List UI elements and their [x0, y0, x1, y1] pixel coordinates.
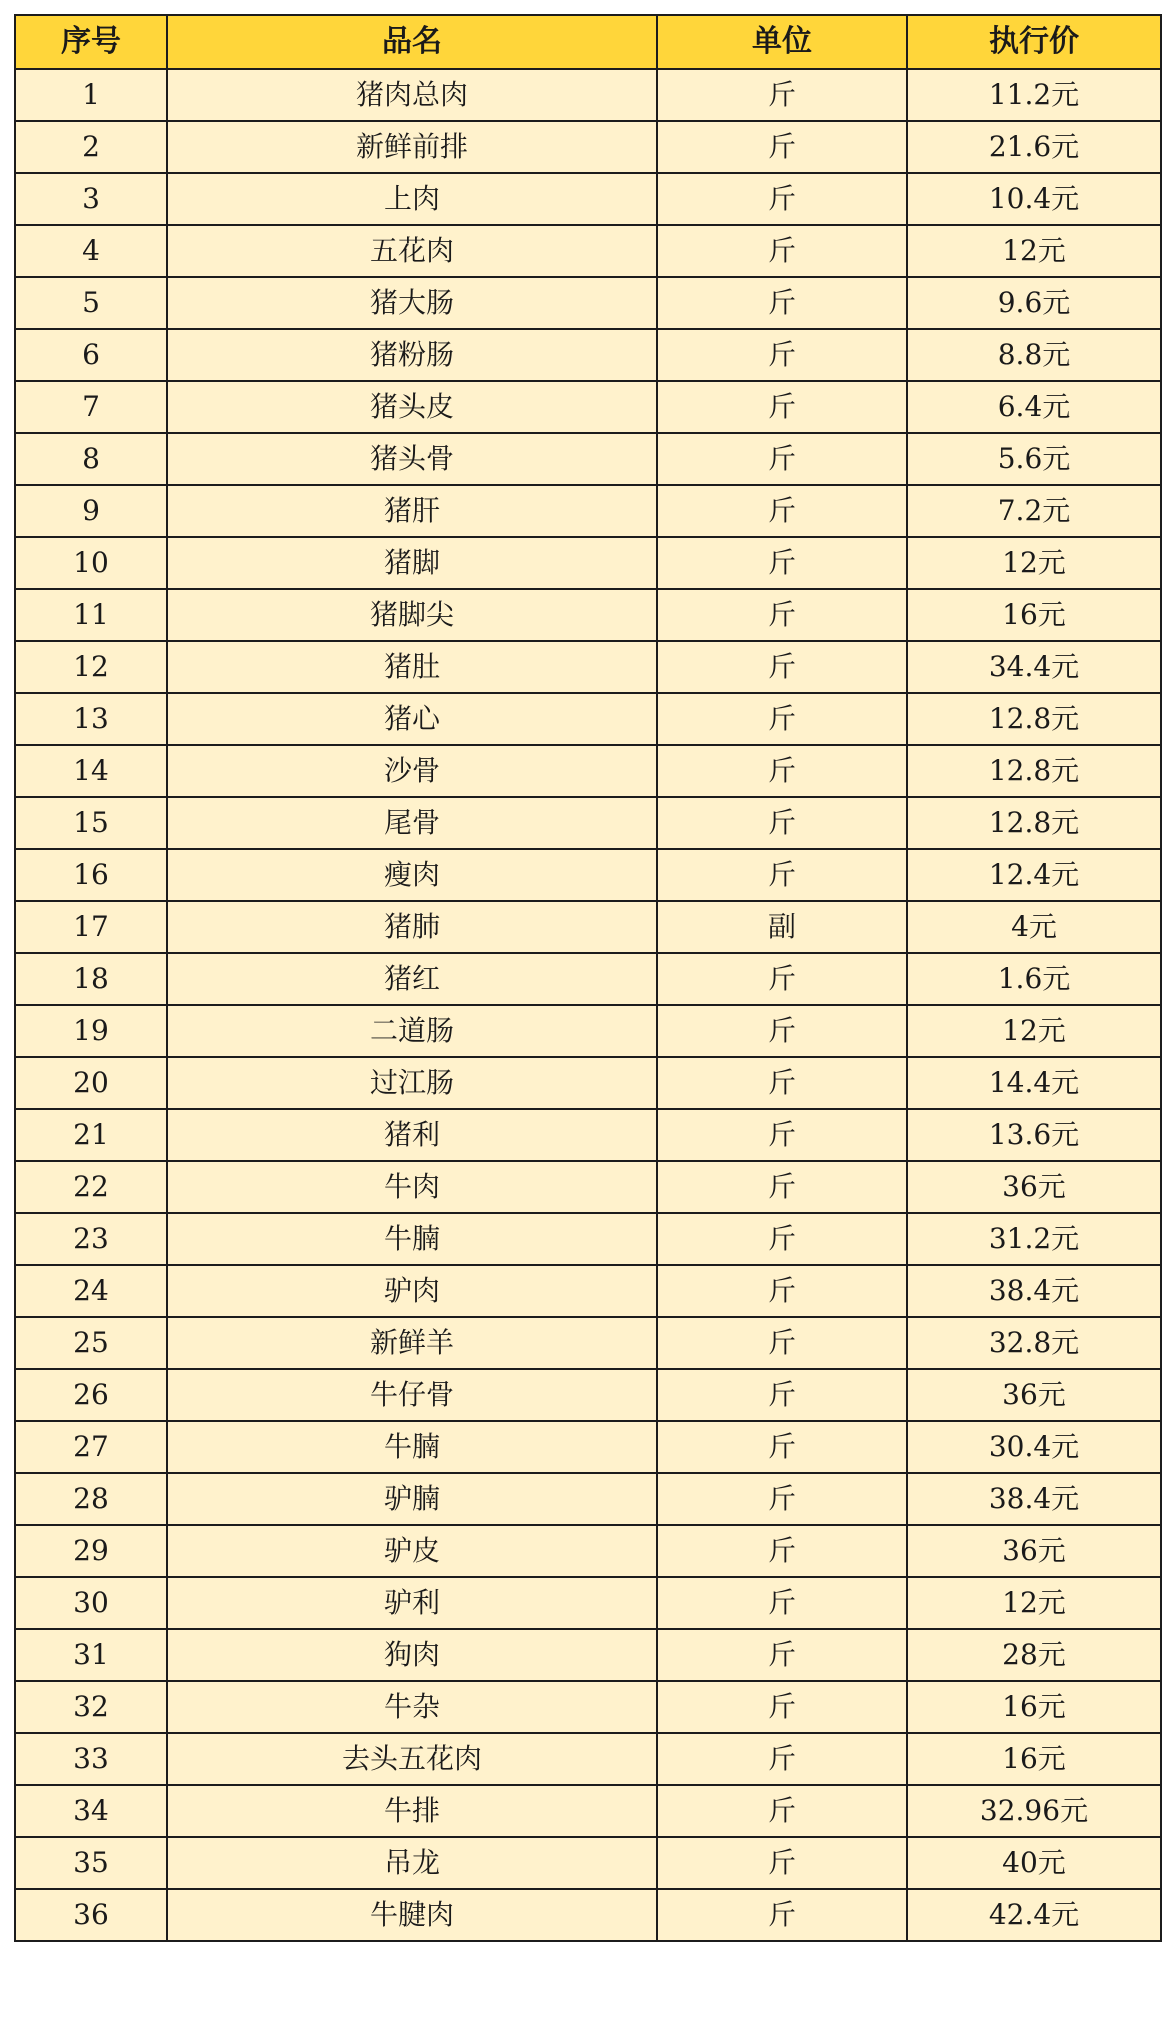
header-unit: 单位: [657, 15, 907, 69]
cell-serial-number: 30: [15, 1577, 167, 1629]
cell-product-name: 狗肉: [167, 1629, 657, 1681]
cell-unit: 斤: [657, 849, 907, 901]
cell-unit: 斤: [657, 797, 907, 849]
table-row: [15, 589, 1161, 641]
cell-price: 12.4元: [907, 849, 1161, 901]
cell-serial-number: 3: [15, 173, 167, 225]
cell-unit: 斤: [657, 1161, 907, 1213]
table-row: [15, 121, 1161, 173]
cell-unit: 斤: [657, 641, 907, 693]
cell-serial-number: 15: [15, 797, 167, 849]
cell-price: 8.8元: [907, 329, 1161, 381]
cell-product-name: 猪大肠: [167, 277, 657, 329]
cell-unit: 斤: [657, 1369, 907, 1421]
cell-serial-number: 32: [15, 1681, 167, 1733]
table-row: [15, 1785, 1161, 1837]
cell-serial-number: 31: [15, 1629, 167, 1681]
cell-price: 40元: [907, 1837, 1161, 1889]
cell-product-name: 新鲜羊: [167, 1317, 657, 1369]
cell-serial-number: 18: [15, 953, 167, 1005]
table-row: [15, 1421, 1161, 1473]
cell-product-name: 去头五花肉: [167, 1733, 657, 1785]
table-row: [15, 1733, 1161, 1785]
cell-unit: 斤: [657, 1213, 907, 1265]
cell-product-name: 牛腱肉: [167, 1889, 657, 1941]
cell-serial-number: 2: [15, 121, 167, 173]
header-product-name: 品名: [167, 15, 657, 69]
table-row: [15, 953, 1161, 1005]
cell-product-name: 猪肺: [167, 901, 657, 953]
cell-serial-number: 16: [15, 849, 167, 901]
cell-product-name: 猪肚: [167, 641, 657, 693]
cell-product-name: 猪心: [167, 693, 657, 745]
cell-unit: 斤: [657, 225, 907, 277]
cell-unit: 斤: [657, 589, 907, 641]
table-row: [15, 1161, 1161, 1213]
table-row: [15, 1317, 1161, 1369]
cell-price: 31.2元: [907, 1213, 1161, 1265]
cell-unit: 斤: [657, 1317, 907, 1369]
header-price: 执行价: [907, 15, 1161, 69]
cell-price: 12.8元: [907, 797, 1161, 849]
cell-unit: 斤: [657, 277, 907, 329]
table-row: [15, 693, 1161, 745]
cell-serial-number: 12: [15, 641, 167, 693]
cell-unit: 斤: [657, 1473, 907, 1525]
table-row: [15, 537, 1161, 589]
cell-price: 42.4元: [907, 1889, 1161, 1941]
cell-price: 36元: [907, 1369, 1161, 1421]
cell-price: 21.6元: [907, 121, 1161, 173]
cell-product-name: 猪脚: [167, 537, 657, 589]
cell-unit: 斤: [657, 1005, 907, 1057]
cell-serial-number: 7: [15, 381, 167, 433]
cell-product-name: 牛杂: [167, 1681, 657, 1733]
cell-unit: 斤: [657, 121, 907, 173]
cell-serial-number: 14: [15, 745, 167, 797]
cell-product-name: 猪粉肠: [167, 329, 657, 381]
cell-price: 4元: [907, 901, 1161, 953]
cell-unit: 斤: [657, 1421, 907, 1473]
price-table-header: [15, 15, 1161, 69]
cell-serial-number: 24: [15, 1265, 167, 1317]
table-row: [15, 1369, 1161, 1421]
cell-serial-number: 27: [15, 1421, 167, 1473]
cell-serial-number: 28: [15, 1473, 167, 1525]
table-row: [15, 1213, 1161, 1265]
cell-serial-number: 21: [15, 1109, 167, 1161]
cell-serial-number: 25: [15, 1317, 167, 1369]
cell-product-name: 猪脚尖: [167, 589, 657, 641]
table-row: [15, 849, 1161, 901]
cell-serial-number: 8: [15, 433, 167, 485]
header-serial-number: 序号: [15, 15, 167, 69]
cell-price: 1.6元: [907, 953, 1161, 1005]
cell-product-name: 牛排: [167, 1785, 657, 1837]
price-table: [14, 14, 1162, 1942]
cell-product-name: 过江肠: [167, 1057, 657, 1109]
cell-unit: 斤: [657, 693, 907, 745]
cell-product-name: 沙骨: [167, 745, 657, 797]
table-row: [15, 433, 1161, 485]
cell-serial-number: 17: [15, 901, 167, 953]
cell-product-name: 猪利: [167, 1109, 657, 1161]
table-row: [15, 1681, 1161, 1733]
cell-product-name: 牛腩: [167, 1421, 657, 1473]
cell-unit: 斤: [657, 537, 907, 589]
cell-unit: 斤: [657, 1109, 907, 1161]
cell-serial-number: 1: [15, 69, 167, 121]
table-row: [15, 485, 1161, 537]
table-row: [15, 901, 1161, 953]
table-row: [15, 1057, 1161, 1109]
cell-serial-number: 26: [15, 1369, 167, 1421]
cell-serial-number: 36: [15, 1889, 167, 1941]
cell-price: 12元: [907, 225, 1161, 277]
cell-price: 10.4元: [907, 173, 1161, 225]
cell-product-name: 猪肝: [167, 485, 657, 537]
cell-unit: 斤: [657, 1629, 907, 1681]
cell-price: 32.8元: [907, 1317, 1161, 1369]
cell-serial-number: 19: [15, 1005, 167, 1057]
cell-product-name: 尾骨: [167, 797, 657, 849]
cell-unit: 斤: [657, 953, 907, 1005]
cell-price: 38.4元: [907, 1473, 1161, 1525]
cell-serial-number: 6: [15, 329, 167, 381]
cell-unit: 斤: [657, 1733, 907, 1785]
cell-unit: 斤: [657, 485, 907, 537]
cell-price: 14.4元: [907, 1057, 1161, 1109]
cell-price: 16元: [907, 1681, 1161, 1733]
table-row: [15, 1889, 1161, 1941]
cell-price: 36元: [907, 1161, 1161, 1213]
cell-product-name: 驴利: [167, 1577, 657, 1629]
cell-price: 28元: [907, 1629, 1161, 1681]
header-row: [15, 15, 1161, 69]
cell-serial-number: 11: [15, 589, 167, 641]
cell-serial-number: 20: [15, 1057, 167, 1109]
table-row: [15, 641, 1161, 693]
cell-unit: 斤: [657, 381, 907, 433]
cell-product-name: 驴腩: [167, 1473, 657, 1525]
table-row: [15, 173, 1161, 225]
table-row: [15, 1577, 1161, 1629]
cell-price: 34.4元: [907, 641, 1161, 693]
cell-unit: 斤: [657, 1889, 907, 1941]
table-row: [15, 69, 1161, 121]
cell-serial-number: 10: [15, 537, 167, 589]
cell-unit: 斤: [657, 433, 907, 485]
cell-price: 9.6元: [907, 277, 1161, 329]
cell-price: 30.4元: [907, 1421, 1161, 1473]
cell-unit: 斤: [657, 1057, 907, 1109]
table-row: [15, 1005, 1161, 1057]
cell-product-name: 牛肉: [167, 1161, 657, 1213]
cell-product-name: 二道肠: [167, 1005, 657, 1057]
table-row: [15, 329, 1161, 381]
table-row: [15, 797, 1161, 849]
cell-unit: 斤: [657, 1785, 907, 1837]
cell-price: 36元: [907, 1525, 1161, 1577]
cell-product-name: 牛腩: [167, 1213, 657, 1265]
cell-price: 16元: [907, 1733, 1161, 1785]
cell-unit: 斤: [657, 745, 907, 797]
price-table-body: [15, 69, 1161, 1941]
cell-price: 12.8元: [907, 745, 1161, 797]
cell-serial-number: 35: [15, 1837, 167, 1889]
cell-serial-number: 33: [15, 1733, 167, 1785]
cell-price: 16元: [907, 589, 1161, 641]
cell-unit: 斤: [657, 1525, 907, 1577]
cell-serial-number: 34: [15, 1785, 167, 1837]
cell-serial-number: 5: [15, 277, 167, 329]
table-row: [15, 1629, 1161, 1681]
cell-product-name: 驴皮: [167, 1525, 657, 1577]
cell-product-name: 五花肉: [167, 225, 657, 277]
table-row: [15, 277, 1161, 329]
cell-product-name: 上肉: [167, 173, 657, 225]
cell-price: 12.8元: [907, 693, 1161, 745]
cell-serial-number: 22: [15, 1161, 167, 1213]
cell-unit: 副: [657, 901, 907, 953]
cell-price: 11.2元: [907, 69, 1161, 121]
cell-product-name: 猪头皮: [167, 381, 657, 433]
cell-price: 6.4元: [907, 381, 1161, 433]
cell-price: 7.2元: [907, 485, 1161, 537]
cell-unit: 斤: [657, 1577, 907, 1629]
cell-product-name: 猪肉总肉: [167, 69, 657, 121]
cell-price: 12元: [907, 537, 1161, 589]
cell-unit: 斤: [657, 173, 907, 225]
table-row: [15, 1109, 1161, 1161]
cell-product-name: 猪头骨: [167, 433, 657, 485]
cell-product-name: 吊龙: [167, 1837, 657, 1889]
cell-price: 12元: [907, 1577, 1161, 1629]
cell-unit: 斤: [657, 1681, 907, 1733]
table-row: [15, 745, 1161, 797]
table-row: [15, 1837, 1161, 1889]
cell-serial-number: 13: [15, 693, 167, 745]
cell-price: 32.96元: [907, 1785, 1161, 1837]
cell-product-name: 瘦肉: [167, 849, 657, 901]
cell-product-name: 牛仔骨: [167, 1369, 657, 1421]
cell-unit: 斤: [657, 1265, 907, 1317]
cell-price: 38.4元: [907, 1265, 1161, 1317]
cell-price: 13.6元: [907, 1109, 1161, 1161]
cell-product-name: 驴肉: [167, 1265, 657, 1317]
cell-serial-number: 23: [15, 1213, 167, 1265]
cell-product-name: 新鲜前排: [167, 121, 657, 173]
table-row: [15, 1525, 1161, 1577]
table-row: [15, 1265, 1161, 1317]
table-row: [15, 1473, 1161, 1525]
cell-price: 12元: [907, 1005, 1161, 1057]
cell-serial-number: 4: [15, 225, 167, 277]
table-row: [15, 381, 1161, 433]
cell-unit: 斤: [657, 69, 907, 121]
cell-price: 5.6元: [907, 433, 1161, 485]
table-row: [15, 225, 1161, 277]
cell-unit: 斤: [657, 329, 907, 381]
cell-product-name: 猪红: [167, 953, 657, 1005]
cell-serial-number: 29: [15, 1525, 167, 1577]
cell-unit: 斤: [657, 1837, 907, 1889]
cell-serial-number: 9: [15, 485, 167, 537]
